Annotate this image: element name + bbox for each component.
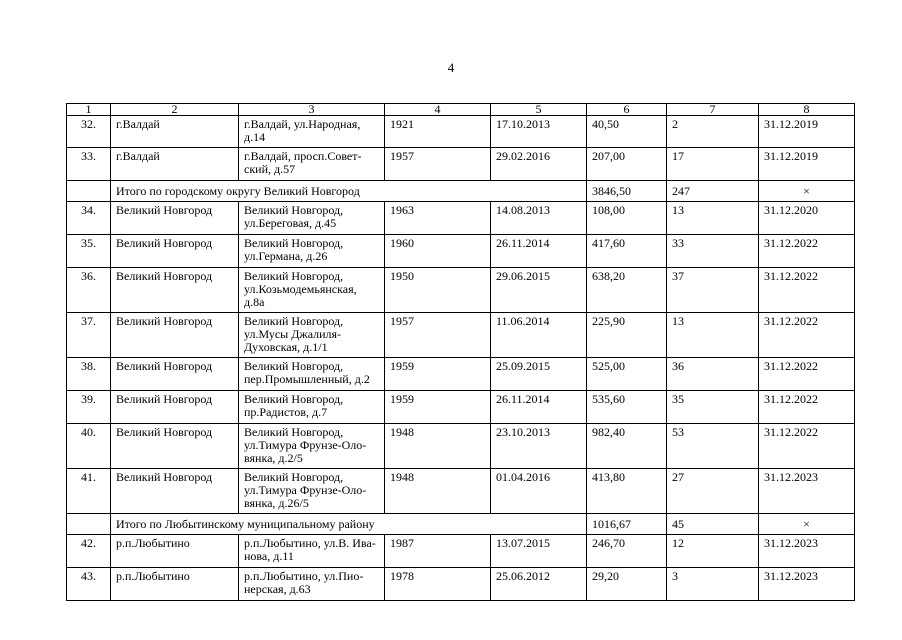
row-number: 37. — [67, 313, 111, 358]
column-header-8: 8 — [759, 104, 855, 116]
settlement-cell: Великий Новгород — [111, 313, 239, 358]
residents-cell: 13 — [667, 313, 759, 358]
settlement-cell: Великий Новгород — [111, 268, 239, 313]
subtotal-mark: × — [759, 514, 855, 535]
address-cell: Великий Новгород, ул.Козьмодемьянская, д.8а — [239, 268, 385, 313]
subtotal-area: 3846,50 — [587, 181, 667, 202]
area-cell: 207,00 — [587, 148, 667, 181]
address-cell: Великий Новгород, ул.Германа, д.26 — [239, 235, 385, 268]
residents-cell: 17 — [667, 148, 759, 181]
year-cell: 1948 — [385, 469, 491, 514]
table-row — [67, 469, 855, 514]
subtotal-label: Итого по Любытинскому муниципальному району — [111, 514, 587, 535]
year-cell: 1987 — [385, 535, 491, 568]
residents-cell: 12 — [667, 535, 759, 568]
address-cell: р.п.Любытино, ул.Пио-нерская, д.63 — [239, 568, 385, 601]
year-cell: 1957 — [385, 148, 491, 181]
table-row — [67, 116, 855, 148]
row-number: 32. — [67, 116, 111, 148]
row-number: 42. — [67, 535, 111, 568]
residents-cell: 3 — [667, 568, 759, 601]
area-cell: 525,00 — [587, 358, 667, 391]
table-row — [67, 313, 855, 358]
column-header-3: 3 — [239, 104, 385, 116]
date-cell: 23.10.2013 — [491, 424, 587, 469]
address-cell: Великий Новгород, ул.Береговая, д.45 — [239, 202, 385, 235]
row-number: 40. — [67, 424, 111, 469]
area-cell: 225,90 — [587, 313, 667, 358]
deadline-cell: 31.12.2023 — [759, 568, 855, 601]
address-cell: Великий Новгород, ул.Тимура Фрунзе-Оло-вянка, д.2/5 — [239, 424, 385, 469]
settlement-cell: Великий Новгород — [111, 358, 239, 391]
deadline-cell: 31.12.2019 — [759, 116, 855, 148]
area-cell: 982,40 — [587, 424, 667, 469]
year-cell: 1957 — [385, 313, 491, 358]
settlement-cell: Великий Новгород — [111, 235, 239, 268]
area-cell: 413,80 — [587, 469, 667, 514]
address-cell: г.Валдай, ул.Народная, д.14 — [239, 116, 385, 148]
settlement-cell: Великий Новгород — [111, 424, 239, 469]
table-row — [67, 535, 855, 568]
deadline-cell: 31.12.2020 — [759, 202, 855, 235]
subtotal-count: 247 — [667, 181, 759, 202]
area-cell: 29,20 — [587, 568, 667, 601]
date-cell: 29.02.2016 — [491, 148, 587, 181]
table-body — [67, 116, 855, 601]
row-number: 36. — [67, 268, 111, 313]
deadline-cell: 31.12.2019 — [759, 148, 855, 181]
address-cell: Великий Новгород, ул.Тимура Фрунзе-Оло-вянка, д.26/5 — [239, 469, 385, 514]
residents-cell: 2 — [667, 116, 759, 148]
date-cell: 11.06.2014 — [491, 313, 587, 358]
header-row — [67, 104, 855, 116]
date-cell: 01.04.2016 — [491, 469, 587, 514]
deadline-cell: 31.12.2022 — [759, 391, 855, 424]
area-cell: 246,70 — [587, 535, 667, 568]
area-cell: 417,60 — [587, 235, 667, 268]
page-number: 4 — [447, 60, 455, 75]
deadline-cell: 31.12.2022 — [759, 358, 855, 391]
year-cell: 1959 — [385, 391, 491, 424]
table-row — [67, 391, 855, 424]
table-row — [67, 568, 855, 601]
deadline-cell: 31.12.2022 — [759, 268, 855, 313]
settlement-cell: г.Валдай — [111, 116, 239, 148]
deadline-cell: 31.12.2022 — [759, 235, 855, 268]
year-cell: 1950 — [385, 268, 491, 313]
year-cell: 1978 — [385, 568, 491, 601]
residents-cell: 36 — [667, 358, 759, 391]
settlement-cell: Великий Новгород — [111, 202, 239, 235]
address-cell: г.Валдай, просп.Совет-ский, д.57 — [239, 148, 385, 181]
year-cell: 1921 — [385, 116, 491, 148]
table-row — [67, 148, 855, 181]
table-row — [67, 268, 855, 313]
year-cell: 1963 — [385, 202, 491, 235]
residents-cell: 53 — [667, 424, 759, 469]
subtotal-blank-cell — [67, 514, 111, 535]
column-header-2: 2 — [111, 104, 239, 116]
subtotal-row — [67, 181, 855, 202]
settlement-cell: Великий Новгород — [111, 391, 239, 424]
area-cell: 108,00 — [587, 202, 667, 235]
year-cell: 1948 — [385, 424, 491, 469]
date-cell: 14.08.2013 — [491, 202, 587, 235]
subtotal-label: Итого по городскому округу Великий Новгород — [111, 181, 587, 202]
row-number: 35. — [67, 235, 111, 268]
row-number: 38. — [67, 358, 111, 391]
address-cell: Великий Новгород, пр.Радистов, д.7 — [239, 391, 385, 424]
year-cell: 1959 — [385, 358, 491, 391]
registry-table — [66, 103, 855, 601]
row-number: 43. — [67, 568, 111, 601]
subtotal-mark: × — [759, 181, 855, 202]
settlement-cell: р.п.Любытино — [111, 568, 239, 601]
subtotal-area: 1016,67 — [587, 514, 667, 535]
deadline-cell: 31.12.2022 — [759, 424, 855, 469]
residents-cell: 33 — [667, 235, 759, 268]
date-cell: 29.06.2015 — [491, 268, 587, 313]
year-cell: 1960 — [385, 235, 491, 268]
settlement-cell: р.п.Любытино — [111, 535, 239, 568]
column-header-6: 6 — [587, 104, 667, 116]
table-row — [67, 358, 855, 391]
subtotal-row — [67, 514, 855, 535]
date-cell: 13.07.2015 — [491, 535, 587, 568]
residents-cell: 37 — [667, 268, 759, 313]
subtotal-count: 45 — [667, 514, 759, 535]
row-number: 34. — [67, 202, 111, 235]
date-cell: 25.06.2012 — [491, 568, 587, 601]
date-cell: 17.10.2013 — [491, 116, 587, 148]
column-header-5: 5 — [491, 104, 587, 116]
column-header-4: 4 — [385, 104, 491, 116]
deadline-cell: 31.12.2023 — [759, 535, 855, 568]
table-row — [67, 202, 855, 235]
table-row — [67, 235, 855, 268]
subtotal-blank-cell — [67, 181, 111, 202]
settlement-cell: г.Валдай — [111, 148, 239, 181]
date-cell: 26.11.2014 — [491, 391, 587, 424]
address-cell: Великий Новгород, ул.Мусы Джалиля-Духовская, д.1/1 — [239, 313, 385, 358]
date-cell: 26.11.2014 — [491, 235, 587, 268]
residents-cell: 27 — [667, 469, 759, 514]
area-cell: 638,20 — [587, 268, 667, 313]
row-number: 41. — [67, 469, 111, 514]
area-cell: 40,50 — [587, 116, 667, 148]
settlement-cell: Великий Новгород — [111, 469, 239, 514]
address-cell: р.п.Любытино, ул.В. Ива-нова, д.11 — [239, 535, 385, 568]
date-cell: 25.09.2015 — [491, 358, 587, 391]
deadline-cell: 31.12.2022 — [759, 313, 855, 358]
row-number: 39. — [67, 391, 111, 424]
column-header-1: 1 — [67, 104, 111, 116]
table-row — [67, 424, 855, 469]
deadline-cell: 31.12.2023 — [759, 469, 855, 514]
column-header-7: 7 — [667, 104, 759, 116]
row-number: 33. — [67, 148, 111, 181]
address-cell: Великий Новгород, пер.Промышленный, д.2 — [239, 358, 385, 391]
area-cell: 535,60 — [587, 391, 667, 424]
residents-cell: 13 — [667, 202, 759, 235]
residents-cell: 35 — [667, 391, 759, 424]
